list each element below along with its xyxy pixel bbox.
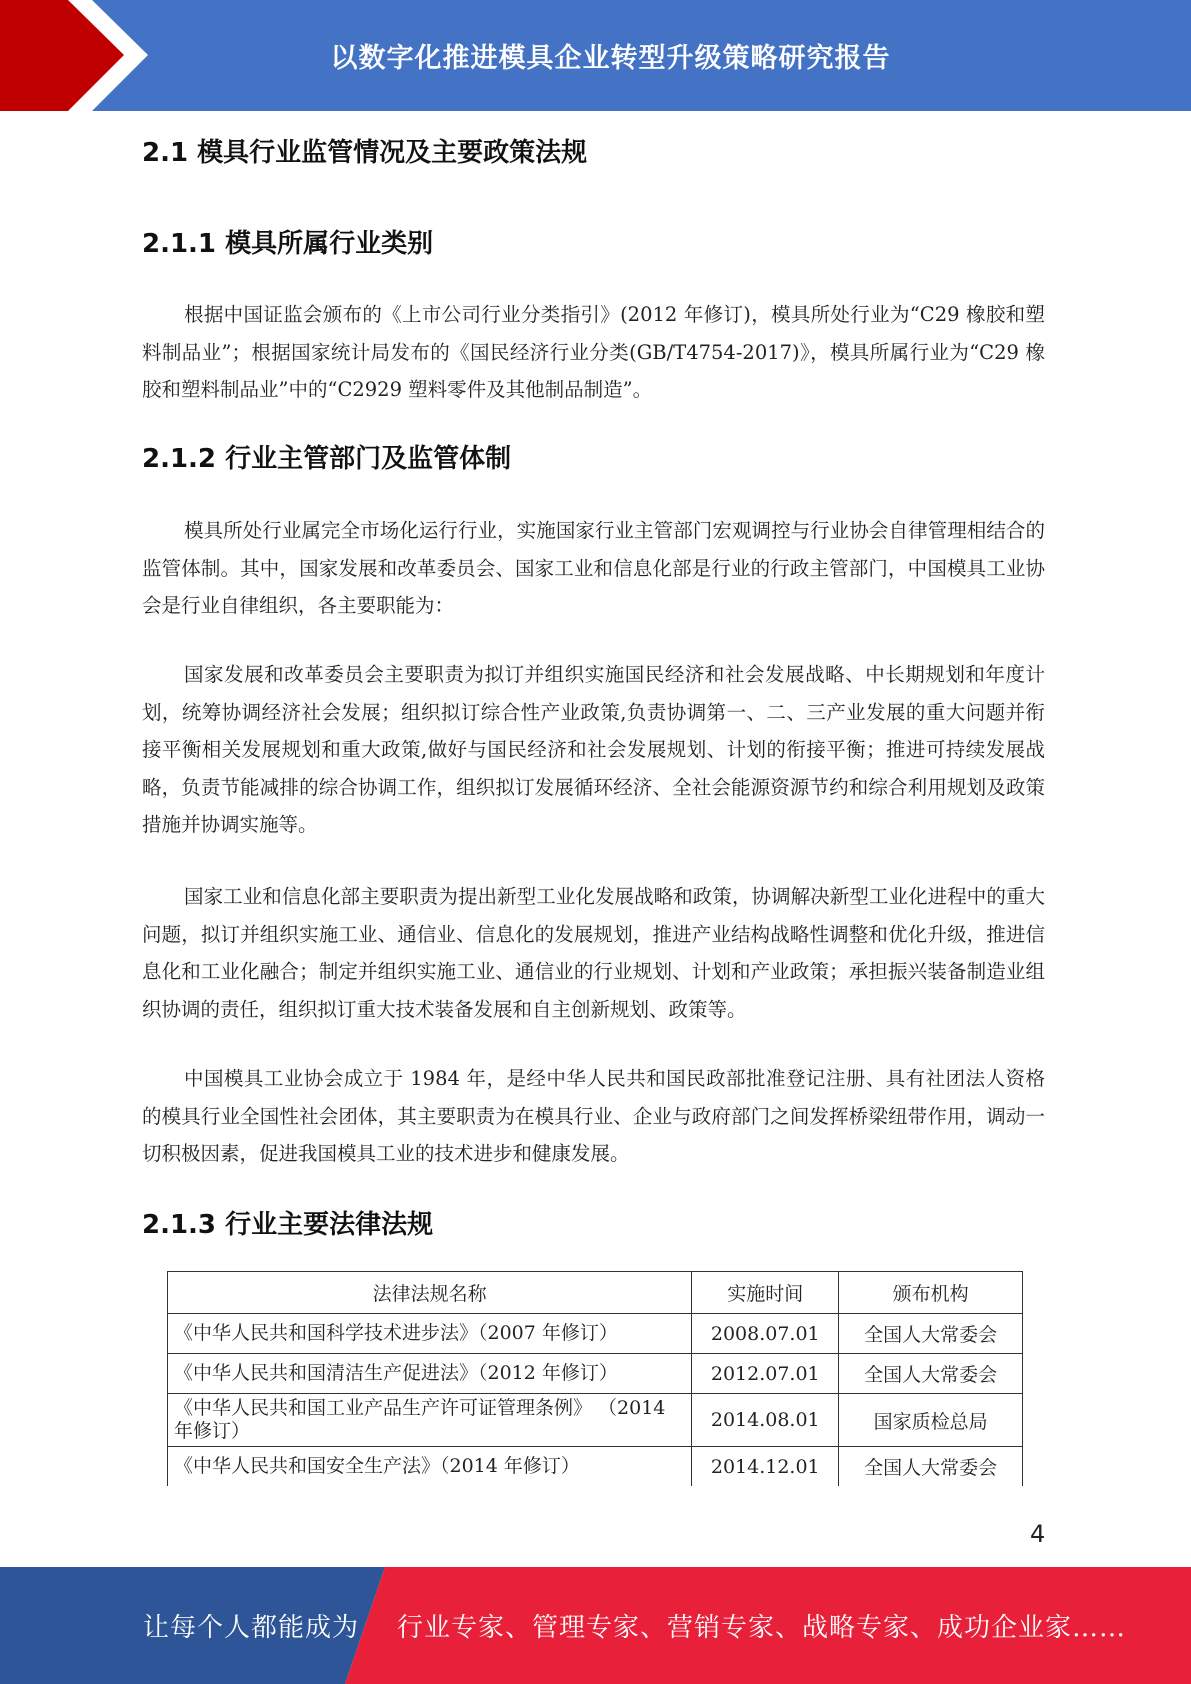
- footer-slogan-right: 行业专家、管理专家、营销专家、战略专家、成功企业家……: [397, 1613, 1127, 1643]
- effective-date: 2014.08.01: [692, 1394, 839, 1447]
- effective-date: 2008.07.01: [692, 1314, 839, 1354]
- header-arrow-decoration: [0, 0, 180, 111]
- effective-date: 2014.12.01: [692, 1447, 839, 1487]
- table-row: [168, 1447, 1023, 1487]
- subsection-heading-laws: 2.1.3 行业主要法律法规: [142, 1210, 434, 1240]
- footer-slogan-left: 让每个人都能成为: [143, 1613, 360, 1643]
- header-banner: [0, 0, 1191, 111]
- subsection-heading-industry-category: 2.1.1 模具所属行业类别: [142, 229, 434, 259]
- laws-table: [167, 1271, 1023, 1486]
- table-header-date: 实施时间: [692, 1272, 839, 1314]
- issuing-body: 全国人大常委会: [839, 1354, 1023, 1394]
- paragraph-miit-duties: 国家工业和信息化部主要职责为提出新型工业化发展战略和政策，协调解决新型工业化进程中的重大问题，拟订并组织实施工业、通信业、信息化的发展规划，推进产业结构战略性调整和优化升级，推进信息化和工业化融合；制定并组织实施工业、通信业的行业规划、计划和产业政策；承担振兴装备制造业组织协调的责任，组织拟订重大技术装备发展和自主创新规划、政策等。: [142, 885, 1045, 1021]
- issuing-body: 国家质检总局: [839, 1394, 1023, 1447]
- effective-date: 2012.07.01: [692, 1354, 839, 1394]
- issuing-body: 全国人大常委会: [839, 1314, 1023, 1354]
- paragraph-industry-category: 根据中国证监会颁布的《上市公司行业分类指引》(2012 年修订)，模具所处行业为“C29 橡胶和塑料制品业”；根据国家统计局发布的《国民经济行业分类(GB/T4754-2017)》，模具所属行业为“C29 橡胶和塑料制品业”中的“C2929 塑料零件及其他制品制造”。: [142, 303, 1045, 401]
- report-title: 以数字化推进模具企业转型升级策略研究报告: [330, 43, 891, 74]
- law-name: 《中华人民共和国安全生产法》（2014 年修订）: [168, 1447, 692, 1487]
- table-row: [168, 1394, 1023, 1447]
- table-header-name: 法律法规名称: [168, 1272, 692, 1314]
- table-row: [168, 1354, 1023, 1394]
- paragraph-regulatory-overview: 模具所处行业属完全市场化运行行业，实施国家行业主管部门宏观调控与行业协会自律管理相结合的监管体制。其中，国家发展和改革委员会、国家工业和信息化部是行业的行政主管部门，中国模具工业协会是行业自律组织，各主要职能为：: [142, 519, 1045, 617]
- law-name: 《中华人民共和国清洁生产促进法》（2012 年修订）: [168, 1354, 692, 1394]
- issuing-body: 全国人大常委会: [839, 1447, 1023, 1487]
- footer-banner: [0, 1567, 1191, 1684]
- table-row: [168, 1314, 1023, 1354]
- page-number: 4: [1030, 1520, 1046, 1548]
- table-header-issuer: 颁布机构: [839, 1272, 1023, 1314]
- paragraph-mold-association: 中国模具工业协会成立于 1984 年，是经中华人民共和国民政部批准登记注册、具有社团法人资格的模具行业全国性社会团体，其主要职责为在模具行业、企业与政府部门之间发挥桥梁纽带作用，调动一切积极因素，促进我国模具工业的技术进步和健康发展。: [142, 1067, 1045, 1165]
- law-name: 《中华人民共和国工业产品生产许可证管理条例》 （2014 年修订）: [168, 1394, 692, 1447]
- paragraph-ndrc-duties: 国家发展和改革委员会主要职责为拟订并组织实施国民经济和社会发展战略、中长期规划和年度计划，统筹协调经济社会发展；组织拟订综合性产业政策,负责协调第一、二、三产业发展的重大问题并衔接平衡相关发展规划和重大政策,做好与国民经济和社会发展规划、计划的衔接平衡；推进可持续发展战略，负责节能减排的综合协调工作，组织拟订发展循环经济、全社会能源资源节约和综合利用规划及政策措施并协调实施等。: [142, 663, 1045, 836]
- section-heading: 2.1 模具行业监管情况及主要政策法规: [142, 138, 588, 168]
- table-header-row: [168, 1272, 1023, 1314]
- subsection-heading-regulatory-system: 2.1.2 行业主管部门及监管体制: [142, 444, 512, 474]
- law-name: 《中华人民共和国科学技术进步法》（2007 年修订）: [168, 1314, 692, 1354]
